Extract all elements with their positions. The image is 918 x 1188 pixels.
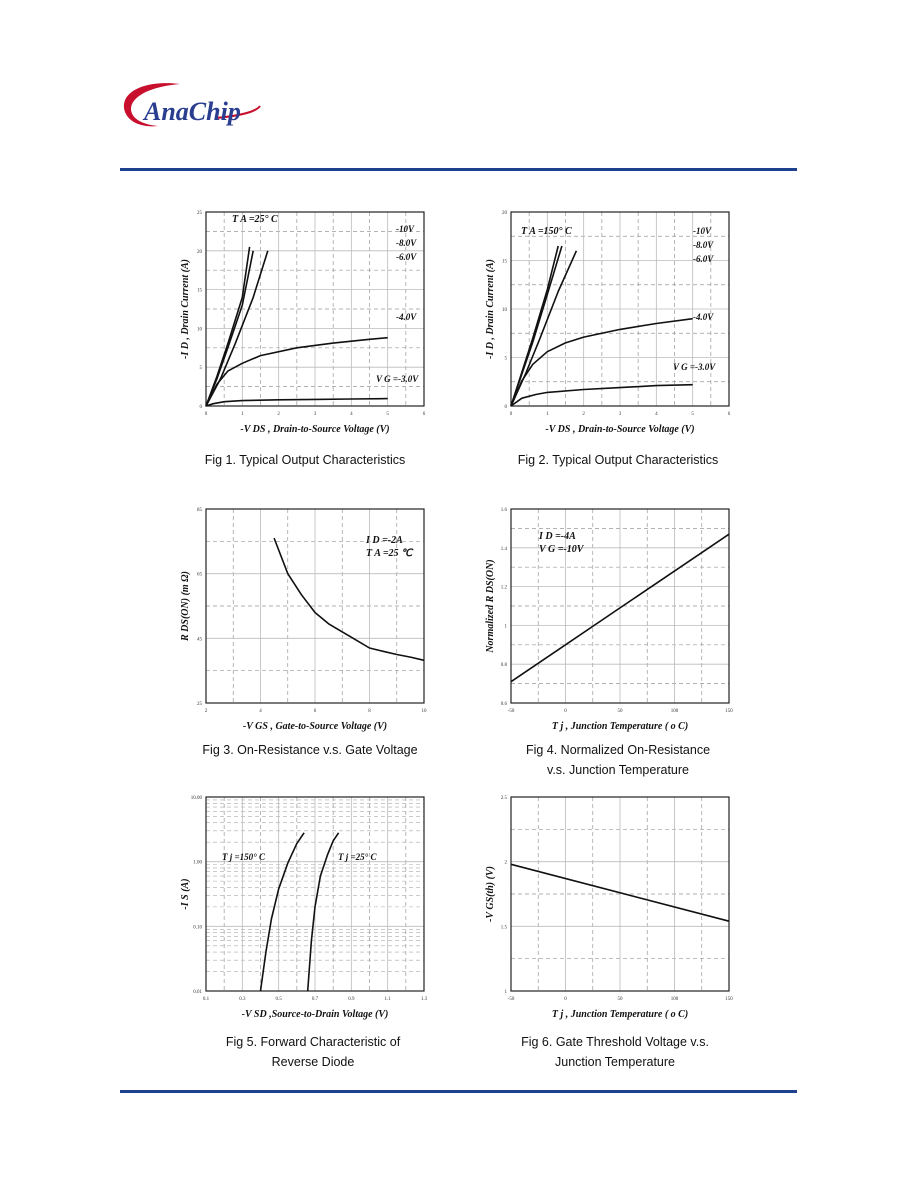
y-tick-label: 0.8 (500, 663, 507, 669)
series-label: -8.0V (693, 240, 714, 250)
x-tick-label: 1.3 (420, 997, 428, 1002)
x-tick-label: 0 (204, 412, 208, 417)
x-axis-label: T j , Junction Temperature ( o C) (551, 1009, 689, 1020)
series-label: -4.0V (396, 312, 417, 322)
x-tick-label: 0.1 (202, 997, 210, 1002)
x-tick-label: 50 (617, 997, 623, 1002)
y-tick-label: 20 (502, 211, 507, 216)
x-tick-label: 100 (670, 709, 679, 714)
caption-line: Fig 4. Normalized On-Resistance (525, 743, 711, 757)
caption-line: Fig 1. Typical Output Characteristics (204, 453, 406, 467)
caption-line: Fig 5. Forward Characteristic of (225, 1035, 401, 1049)
y-tick-label: 10 (502, 308, 507, 313)
annotation-label: I D =-2A (366, 535, 403, 546)
y-axis-label: -I S (A) (180, 878, 191, 910)
fig4-caption (468, 740, 768, 780)
x-axis-label: -V SD ,Source-to-Drain Voltage (V) (241, 1009, 389, 1020)
y-tick-label: 10 (197, 327, 202, 333)
fig3-chart (170, 497, 470, 757)
y-tick-label: 0.6 (500, 702, 507, 707)
fig2-caption (468, 450, 768, 470)
series-line (308, 833, 339, 991)
y-tick-label: 1.00 (193, 860, 202, 866)
series-label: T j =150° C (222, 852, 265, 862)
x-tick-label: 50 (617, 709, 623, 714)
y-axis-label: -I D , Drain Current (A) (485, 258, 496, 360)
y-tick-label: 10.00 (190, 796, 202, 801)
annotation-label: V G =-10V (539, 544, 584, 555)
fig5-chart (170, 785, 470, 1045)
x-tick-label: 0 (564, 709, 567, 714)
fig6-svg (475, 785, 775, 1045)
x-tick-label: 2 (277, 412, 280, 417)
x-tick-label: 1 (241, 412, 244, 417)
fig5-svg (170, 785, 470, 1045)
y-tick-label: 1.6 (500, 508, 507, 513)
x-tick-label: 3 (313, 412, 317, 417)
fig6-chart (475, 785, 775, 1045)
x-tick-label: 2 (582, 412, 585, 417)
caption-line: Fig 2. Typical Output Characteristics (517, 453, 719, 467)
series-label: V G =-3.0V (376, 374, 419, 384)
fig3-caption (160, 740, 460, 760)
x-tick-label: 150 (725, 709, 733, 714)
y-tick-label: 0.10 (193, 925, 202, 931)
y-tick-label: 0 (504, 405, 507, 410)
fig6-caption (465, 1032, 765, 1072)
x-tick-label: 4 (259, 709, 262, 714)
logo-wordmark: AnaChip (144, 97, 241, 126)
x-tick-label: 100 (670, 997, 679, 1002)
fig3-svg (170, 497, 470, 757)
y-tick-label: 1.5 (500, 925, 507, 931)
x-tick-label: 8 (368, 709, 371, 714)
y-tick-label: 0.01 (193, 990, 202, 995)
x-tick-label: -50 (507, 997, 515, 1002)
x-tick-label: -50 (507, 709, 515, 714)
fig2-chart (475, 200, 775, 460)
y-tick-label: 5 (199, 366, 202, 372)
x-tick-label: 0.5 (275, 997, 282, 1002)
annotation-label: T A =25 ℃ (366, 548, 413, 559)
x-tick-label: 5 (386, 412, 389, 417)
y-tick-label: 1 (504, 990, 507, 995)
caption-line: Fig 6. Gate Threshold Voltage v.s. (521, 1035, 709, 1049)
caption-line: v.s. Junction Temperature (547, 763, 689, 777)
x-tick-label: 0 (564, 997, 567, 1002)
annotation-label: T A =150° C (521, 226, 572, 237)
series-label: -8.0V (396, 238, 417, 248)
x-axis-label: -V DS , Drain-to-Source Voltage (V) (240, 424, 390, 435)
x-tick-label: 2 (204, 709, 208, 714)
x-tick-label: 4 (655, 412, 658, 417)
y-tick-label: 2.5 (500, 796, 507, 801)
y-tick-label: 85 (197, 508, 202, 513)
x-tick-label: 10 (421, 709, 427, 714)
fig4-chart (475, 497, 775, 757)
fig4-svg (475, 497, 775, 757)
series-label: T j =25° C (338, 852, 377, 862)
y-tick-label: 25 (197, 211, 202, 216)
y-tick-label: 1.4 (500, 546, 507, 552)
x-tick-label: 1 (546, 412, 549, 417)
anachip-logo (118, 78, 268, 134)
annotation-label: I D =-4A (539, 531, 576, 542)
y-tick-label: 2 (504, 860, 507, 866)
fig1-caption (155, 450, 455, 470)
x-tick-label: 0.3 (239, 997, 246, 1002)
x-tick-label: 1.1 (384, 997, 391, 1002)
x-axis-label: T j , Junction Temperature ( o C) (551, 721, 689, 732)
x-axis-label: -V GS , Gate-to-Source Voltage (V) (242, 721, 388, 732)
y-tick-label: 65 (197, 572, 202, 578)
y-tick-label: 1 (504, 624, 507, 630)
x-tick-label: 5 (691, 412, 694, 417)
x-tick-label: 0.9 (348, 997, 355, 1002)
fig2-svg (475, 200, 775, 460)
y-tick-label: 45 (197, 637, 202, 643)
y-tick-label: 1.2 (500, 585, 507, 591)
y-tick-label: 25 (197, 702, 202, 707)
y-tick-label: 0 (199, 405, 202, 410)
series-label: -6.0V (693, 254, 714, 264)
y-axis-label: -V GS(th) (V) (485, 866, 496, 922)
footer-rule (120, 1090, 797, 1093)
series-label: -6.0V (396, 252, 417, 262)
series-line (261, 833, 305, 991)
y-axis-label: R DS(ON) (m Ω) (180, 571, 191, 641)
x-tick-label: 4 (350, 412, 353, 417)
y-axis-label: Normalized R DS(ON) (485, 559, 496, 653)
y-tick-label: 15 (197, 288, 202, 294)
y-tick-label: 20 (197, 249, 202, 255)
series-label: V G =-3.0V (673, 362, 716, 372)
x-tick-label: 6 (727, 412, 731, 417)
header-rule (120, 168, 797, 171)
x-tick-label: 6 (313, 709, 317, 714)
x-tick-label: 6 (422, 412, 426, 417)
y-tick-label: 5 (504, 356, 507, 362)
series-line (206, 247, 250, 406)
y-tick-label: 15 (502, 259, 507, 265)
x-tick-label: 3 (618, 412, 622, 417)
series-label: -10V (693, 226, 711, 236)
fig1-chart (170, 200, 470, 460)
caption-line: Fig 3. On-Resistance v.s. Gate Voltage (202, 743, 418, 757)
y-axis-label: -I D , Drain Current (A) (180, 258, 191, 360)
series-label: -10V (396, 224, 414, 234)
x-tick-label: 0.7 (311, 997, 319, 1002)
caption-line: Reverse Diode (271, 1055, 355, 1069)
x-tick-label: 150 (725, 997, 733, 1002)
x-axis-label: -V DS , Drain-to-Source Voltage (V) (545, 424, 695, 435)
fig1-svg (170, 200, 470, 460)
fig5-caption (163, 1032, 463, 1072)
annotation-label: T A =25° C (232, 214, 278, 225)
series-label: -4.0V (693, 312, 714, 322)
x-tick-label: 0 (509, 412, 513, 417)
caption-line: Junction Temperature (555, 1055, 675, 1069)
